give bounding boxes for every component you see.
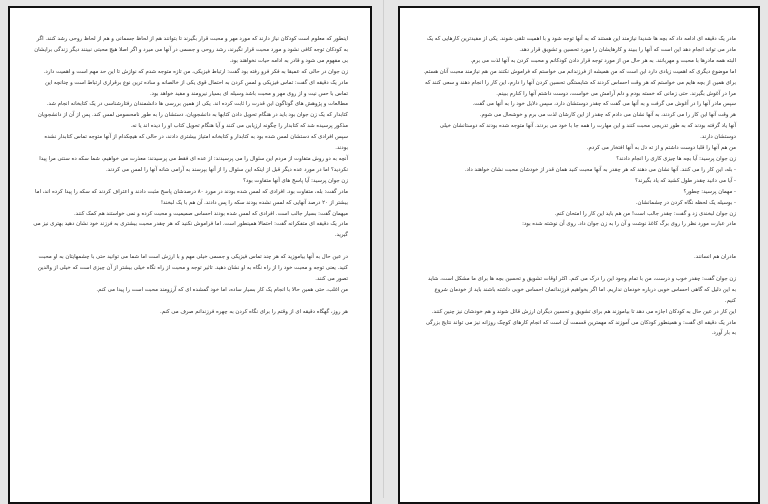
left-block-2 [32,252,348,296]
document-page-left [8,6,372,504]
paragraph: مادر یک دقیقه ای متفکرانه گفت: احتمالا همینطور است. اما فراموش نکنید که هر چقدر محبت بیشتری به فرزند خود نشان دهید بهتری نیز می گیرید. [33,221,348,239]
paragraph: - بوسیله یک لحظه نگاه کردن در چشمانشان. [635,199,736,206]
paragraph: - بله، این کار را می کنند. آنها نشان می دهند که هر چقدر به آنها محبت کنید همان قدر از خودشان محبت نشان خواهند داد. [464,166,736,173]
paragraph: - آیا می دانید چقدر طول کشید که یاد بگیرند؟ [635,177,736,184]
page-divider [383,0,384,498]
paragraph: البته همه مادرها با محبت و مهربانند. به هر حال من از مورد توجه قرار دادن کودکانم و محبت کردن به آنها لذت می برم. [470,57,736,64]
paragraph: زن جوان در حالی که عمیقا به فکر فرو رفته بود گفت: ارتباط فیزیکی، من تازه متوجه شدم که نوازش تا این حد مهم است و اهمیت دارد. [43,68,348,75]
paragraph: زن جوان لبخندی زد و گفت: چقدر جالب است! من هم باید این کار را امتحان کنم. [554,210,736,217]
paragraph: زن جوان پرسید: آیا پاسخ های آنها متفاوت بود؟ [243,177,348,184]
paragraph: آنچه به دو روش متفاوت از مردم این سئوال را می پرسیدند: از عده ای فقط می پرسیدند: معذرت می خواهیم، شما سکه ده سنتی مرا پیدا نکردید؟ اما در مورد عده دیگر قبل از اینکه این سئوال را از آنها بپرسند به آرامی شانه آنها را لمس می کردند. [39,155,348,173]
paragraph: برای همین از بچه هایم می خواستم که هر وقت احساس کردند که شایستگی تحسین کردن آنها را دارم، این کار را انجام دهند و سعی کنند که مرا در آغوش بگیرند. حتی زمانی که خسته بودم و دلم آرامش می خواست، دوست داشتم آنها را کنارم ببینم. [424,79,736,97]
paragraph: اینطور که معلوم است کودکان نیاز دارند که مورد مهر و محبت قرار بگیرند تا بتوانند هم از لحاظ جسمانی و هم از لحاظ روحی رشد کنند. اگر به کودکان توجه کافی نشود و مورد محبت قرار نگیرند، رشد روحی و جسمی در آنها می میرد و اگر اصلا هیچ محبتی نبینند دیگر زندگی برایشان بی مفهوم می شود و قادر به ادامه حیات نخواهند بود. [34,36,348,64]
section-heading: مادران هم انسانند. [694,254,736,261]
paragraph: - مهمان پرسید: چطور؟ [683,188,736,195]
paragraph: میهمان گفت: بسیار جالب است. افرادی که لمس شده بودند احساس صمیمیت و محبت کرده و نمی خواستند هم کمک کنند. [73,210,348,217]
paragraph: مادر یک دقیقه ای گفت: تماس فیزیکی و لمس کردن به احتمال قوی یکی از خالصانه و ساده ترین نوع برقراری ارتباط است و چنانچه این تماس با حس نیت و از روی مهر و محبت باشد وسیله ای بسیار نیرومند و مفید خواهد بود. [45,79,348,97]
paragraph: اما موضوع دیگری که اهمیت زیادی دارد این است که من همیشه از فرزندانم می خواستم که فراموش نکنند من هم نیازمند محبت آنان هستم. [423,68,736,75]
paragraph: مادر عبارت مورد نظر را روی برگ کاغذ نوشت و آن را به زن جوان داد. روی آن نوشته شده بود: [522,221,736,228]
paragraph: مادر گفت: بله، متفاوت بود. افرادی که لمس شده بودند در مورد ۸۰ درصدشان پاسخ مثبت دادند و اعتراف کردند که سکه را پیدا کرده اند، اما بیشتر از ۲۰ درصد آنهایی که لمس نشده بودند سکه را پس دادند. آن هم با یک لبخند! [34,188,348,206]
page-right-text [422,34,736,339]
page-left-text [32,34,348,318]
paragraph: مطالعات و پژوهش های گوناگون این قدرت را ثابت کرده اند. یکی از همین بررسی ها دانشمندان رفتارشناسی در یک کتابخانه انجام شد. [46,101,348,108]
right-block-2 [422,274,736,339]
paragraph: کتابدار که یک زن جوان بود باید در هنگام تحویل دادن کتابها به دانشجویان، دستشان را به طور نامحسوس لمس کند. پس از آن از دانشجویان مذکور پرسیده شد که کتابدار را چگونه ارزیابی می کنند و آیا هنگام تحویل کتاب او را دیده اند یا نه. [37,112,348,130]
paragraph: هر وقت آنها این کار را می کردند، به آنها نشان می دادم که چقدر از این کارشان لذت می برم و خوشحال می شوم. [479,112,736,119]
left-block-3 [32,307,348,318]
paragraph: آنها یاد گرفته بودند که به طور تدریجی محبت کنند و این مهارت را همه جا با خود می بردند. آنها متوجه شده بودند که دوستانشان خیلی دوستشان دارند. [439,123,736,141]
paragraph: در عین حال به آنها بیاموزید که هر چند تماس فیزیکی و جسمی خیلی مهم و با ارزش است اما شما می توانید حتی با چشمهایتان به او محبت کنید. یعنی توجه و محبت خود را از راه نگاه به او نشان دهید. تاثیر توجه و محبت از راه نگاه خیلی بیشتر از آن چیزی است که خیلی از والدین تصور می کنند. [37,254,348,282]
paragraph: زن جوان پرسید: آیا بچه ها چیزی کاری را انجام دادند؟ [616,155,736,162]
paragraph: من اغلب، حتی همین حالا با انجام یک کار بسیار ساده، اما خود گمشده ای که آرزومند محبت است را پیدا می کنم. [96,286,348,293]
paragraph: من هم آنها را قلبا دوست داشتم و از ته دل به آنها افتخار می کردم. [586,145,736,152]
document-page-right [398,6,760,504]
paragraph: این کار در عین حال به کودکان اجازه می دهد تا بیاموزند هم برای تشویق و تحسین دیگران ارزش قائل شوند و هم خودشان نیز چنین کنند. [431,308,736,315]
paragraph: هر روز، گهگاه دقیقه ای از وقتم را برای نگاه کردن به چهره فرزندانم صرف می کنم. [160,308,348,315]
left-block-1 [32,34,348,241]
paragraph: زن جوان گفت: چقدر خوب و درست، من با تمام وجود این را درک می کنم. اکثر اوقات تشویق و تحسین بچه ها برای ما مشکل است، شاید به این دلیل که گاهی احساس خوبی درباره خودمان نداریم. اما اگر بخواهیم فرزندانمان احساس خوبی داشته باشند باید از خودمان شروع کنیم. [427,275,736,304]
paragraph: مادر یک دقیقه ای گفت: و همینطور کودکان می آموزند که مهمترین قسمت آن است که انجام کارهای کوچک روزانه نیز می تواند نتایج بزرگی به بار آورد. [425,319,736,337]
paragraph: مادر یک دقیقه ای ادامه داد که بچه ها شدیدا نیازمند این هستند که به آنها توجه شود و با اهمیت تلقی شوند. یکی از مفیدترین کارهایی که یک مادر می تواند انجام دهد این است که آنها را ببیند و کارهایشان را مورد تحسین و تشویق قرار دهد. [426,36,736,53]
right-block-1 [422,34,736,230]
paragraph: سپس مادر آنها را در آغوش می گرفت و به آنها می گفت که چقدر دوستشان دارد، سپس دلایل خود را به آنها می گفت. [472,101,736,108]
paragraph: سپس افرادی که دستشان لمس شده بود به کتابدار و کتابخانه امتیاز بیشتری دادند، در حالی که هیچکدام از آنها متوجه تماس کتابدار نشده بودند. [44,134,348,152]
